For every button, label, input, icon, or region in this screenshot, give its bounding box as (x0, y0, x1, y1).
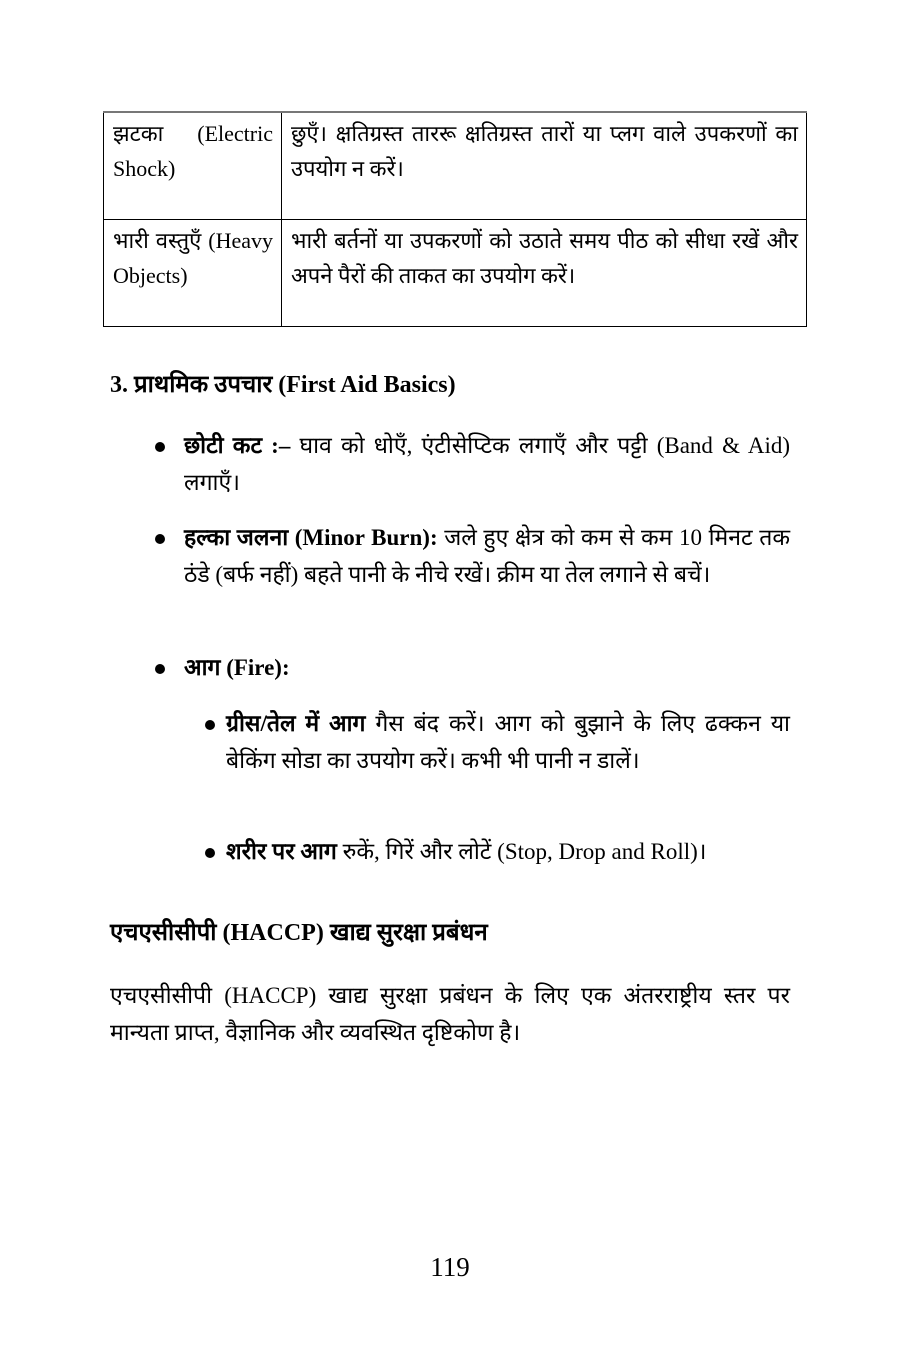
bullet-icon (155, 534, 165, 544)
bullet-item-minor-burn (110, 519, 790, 593)
haccp-section-heading: एचएसीसीपी (HACCP) खाद्य सुरक्षा प्रबंधन (110, 920, 488, 946)
sub-bullet-text: गैस बंद करें। आग को बुझाने के लिए ढक्कन या बेकिंग सोडा का उपयोग करें। कभी भी पानी न डालें। (226, 711, 790, 773)
table-row (104, 220, 807, 327)
bullet-item-fire (110, 649, 790, 686)
bullet-item-minor-cut (110, 427, 790, 501)
bullet-text: घाव को धोएँ, एंटीसेप्टिक लगाएँ और पट्टी (Band & Aid) लगाएँ। (184, 433, 791, 495)
hazard-term-cell: भारी वस्तुएँ (Heavy Objects) (104, 220, 282, 327)
sub-bullet-text: रुकें, गिरें और लोटें (Stop, Drop and Roll)। (342, 839, 707, 864)
sub-bullet-item-body-fire (110, 833, 790, 870)
table-row (104, 112, 807, 220)
sub-bullet-lead: शरीर पर आग (226, 839, 337, 864)
bullet-lead: छोटी कट :– (184, 433, 291, 458)
bullet-icon (205, 848, 215, 858)
bullet-text: जले हुए क्षेत्र को कम से कम 10 मिनट तक ठंडे (बर्फ नहीं) बहते पानी के नीचे रखें। क्रीम या तेल लगाने से बचें। (184, 525, 790, 587)
safety-hazards-table (103, 111, 807, 327)
hazard-desc-cell: छुएँ। क्षतिग्रस्त ताररू क्षतिग्रस्त तारों या प्लग वाले उपकरणों का उपयोग न करें। (282, 112, 807, 220)
sub-bullet-item-grease-fire (110, 705, 790, 779)
bullet-lead: आग (Fire): (184, 655, 290, 680)
haccp-paragraph: एचएसीसीपी (HACCP) खाद्य सुरक्षा प्रबंधन के लिए एक अंतरराष्ट्रीय स्तर पर मान्यता प्राप्त, वैज्ञानिक और व्यवस्थित दृष्टिकोण है। (110, 983, 790, 1045)
hazard-term-cell: झटका (Electric Shock) (104, 112, 282, 220)
bullet-icon (155, 664, 165, 674)
bullet-icon (155, 442, 165, 452)
sub-bullet-lead: ग्रीस/तेल में आग (226, 711, 366, 736)
bullet-lead: हल्का जलना (Minor Burn): (184, 525, 438, 550)
section-heading: 3. प्राथमिक उपचार (First Aid Basics) (110, 372, 456, 398)
hazard-desc-cell: भारी बर्तनों या उपकरणों को उठाते समय पीठ को सीधा रखें और अपने पैरों की ताकत का उपयोग करें। (282, 220, 807, 327)
page-number: 119 (430, 1252, 470, 1282)
bullet-icon (205, 720, 215, 730)
